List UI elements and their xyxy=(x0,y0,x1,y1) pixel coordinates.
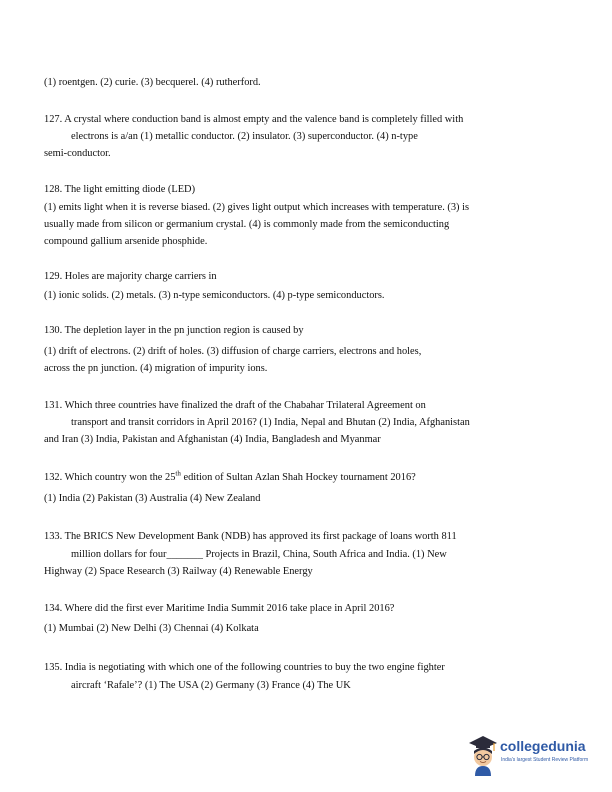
q132-stem-before: 132. Which country won the 25 xyxy=(44,472,176,483)
q130-line1: (1) drift of electrons. (2) drift of holes. (3) diffusion of charge carriers, electrons and holes, xyxy=(44,346,422,357)
brand-tagline: India's largest Student Review Platform xyxy=(501,757,589,763)
brand-name: collegedunia xyxy=(500,738,586,754)
q135-line1: 135. India is negotiating with which one of the following countries to buy the two engine fighter xyxy=(44,662,445,673)
q132-stem-sup: th xyxy=(175,469,181,478)
q128-line3: compound gallium arsenide phosphide. xyxy=(44,236,208,247)
student-mascot-icon xyxy=(466,732,500,776)
q133-line1: 133. The BRICS New Development Bank (NDB) has approved its first package of loans worth 811 xyxy=(44,531,457,542)
q130-stem: 130. The depletion layer in the pn junction region is caused by xyxy=(44,325,304,336)
q134-stem: 134. Where did the first ever Maritime India Summit 2016 take place in April 2016? xyxy=(44,603,395,614)
q126-options: (1) roentgen. (2) curie. (3) becquerel. (4) rutherford. xyxy=(44,77,261,88)
q131-line3: and Iran (3) India, Pakistan and Afghanistan (4) India, Bangladesh and Myanmar xyxy=(44,434,381,445)
q128-line2: usually made from silicon or germanium crystal. (4) is commonly made from the semiconducting xyxy=(44,219,450,230)
q131-line2: transport and transit corridors in April 2016? (1) India, Nepal and Bhutan (2) India, Afghanistan xyxy=(71,417,470,428)
q129-stem: 129. Holes are majority charge carriers in xyxy=(44,271,217,282)
q128-line1: (1) emits light when it is reverse biased. (2) gives light output which increases with temperature. (3) is xyxy=(44,202,470,213)
q127-line1: 127. A crystal where conduction band is almost empty and the valence band is completely filled with xyxy=(44,114,464,125)
q133-line2: million dollars for four_______ Projects in Brazil, China, South Africa and India. (1) New xyxy=(71,549,447,560)
q128-stem: 128. The light emitting diode (LED) xyxy=(44,184,196,195)
q132-options: (1) India (2) Pakistan (3) Australia (4) New Zealand xyxy=(44,493,261,504)
q130-line2: across the pn junction. (4) migration of impurity ions. xyxy=(44,363,268,374)
q127-line3: semi-conductor. xyxy=(44,148,111,159)
collegedunia-logo xyxy=(466,732,598,780)
q134-options: (1) Mumbai (2) New Delhi (3) Chennai (4) Kolkata xyxy=(44,623,259,634)
q127-line2: electrons is a/an (1) metallic conductor. (2) insulator. (3) superconductor. (4) n-type xyxy=(71,131,418,142)
q133-line3: Highway (2) Space Research (3) Railway (4) Renewable Energy xyxy=(44,566,313,577)
q129-options: (1) ionic solids. (2) metals. (3) n-type semiconductors. (4) p-type semiconductors. xyxy=(44,290,385,301)
q131-line1: 131. Which three countries have finalized the draft of the Chabahar Trilateral Agreement on xyxy=(44,400,426,411)
q132-stem xyxy=(44,469,416,486)
q132-stem-after: edition of Sultan Azlan Shah Hockey tournament 2016? xyxy=(180,472,416,483)
q135-line2: aircraft ‘Rafale’? (1) The USA (2) Germany (3) France (4) The UK xyxy=(71,680,351,691)
